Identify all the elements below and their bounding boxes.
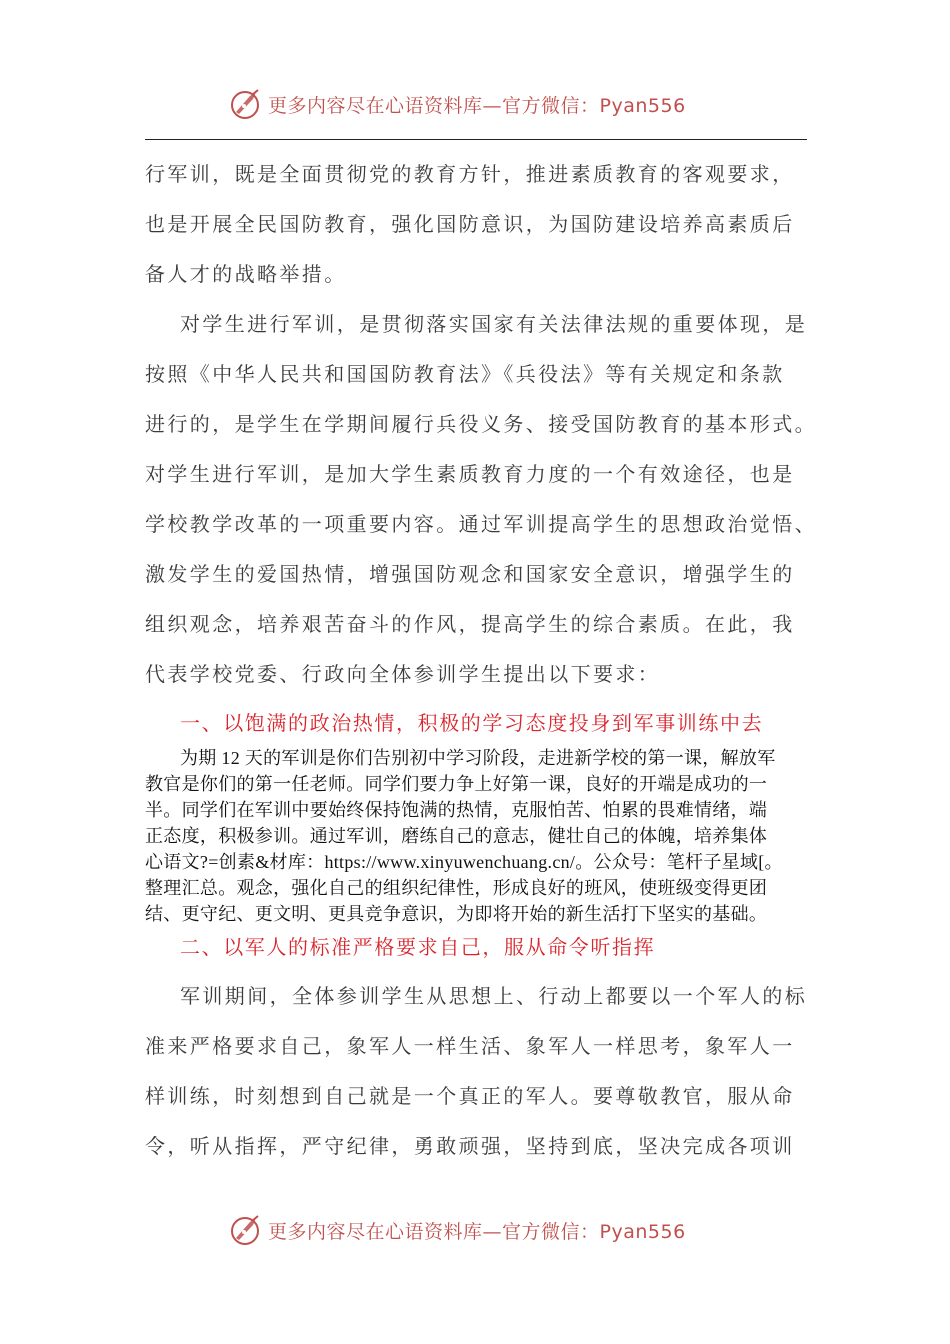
header-dash: —	[482, 94, 503, 117]
para2-line: 组织观念，培养艰苦奋斗的作风，提高学生的综合素质。在此，我	[145, 612, 795, 636]
para2-line: 按照《中华人民共和国国防教育法》《兵役法》等有关规定和条款	[145, 362, 785, 386]
pen-nib-circle-icon	[228, 1212, 264, 1248]
para1-line: 行军训，既是全面贯彻党的教育方针，推进素质教育的客观要求，	[145, 162, 795, 186]
para2-line: 代表学校党委、行政向全体参训学生提出以下要求：	[145, 662, 661, 686]
para4-line: 令，听从指挥，严守纪律，勇敢顽强，坚持到底，坚决完成各项训	[145, 1134, 795, 1158]
footer-dash: —	[482, 1220, 503, 1243]
section-heading-2: 二、以军人的标准严格要求自己，服从命令听指挥	[180, 935, 656, 959]
footer-brand	[268, 1217, 686, 1244]
footer-wechat-label: 官方微信：	[502, 1220, 600, 1243]
para3-line: 结、更守纪、更文明、更具竞争意识，为即将开始的新生活打下坚实的基础。	[145, 904, 768, 924]
para3-line: 正态度，积极参训。通过军训，磨练自己的意志，健壮自己的体魄，培养集体	[145, 826, 768, 846]
para4-line: 样训练，时刻想到自己就是一个真正的军人。要尊敬教官，服从命	[145, 1084, 795, 1108]
para2-line: 激发学生的爱国热情，增强国防观念和国家安全意识，增强学生的	[145, 562, 795, 586]
footer-wechat-id: Pyan556	[599, 1220, 686, 1243]
para3-line: 整理汇总。观念，强化自己的组织纪律性，形成良好的班风，使班级变得更团	[145, 878, 768, 898]
para3-line: 半。同学们在军训中要始终保持饱满的热情，克服怕苦、怕累的畏难情绪，端	[145, 800, 768, 820]
pen-nib-circle-icon	[228, 86, 264, 122]
header-brand	[268, 91, 686, 118]
para3-line: 为期 12 天的军训是你们告别初中学习阶段，走进新学校的第一课，解放军	[180, 748, 776, 768]
footer-brand-text: 更多内容尽在心语资料库	[268, 1220, 483, 1243]
header-banner	[0, 84, 950, 124]
header-brand-text: 更多内容尽在心语资料库	[268, 94, 483, 117]
section-heading-1: 一、以饱满的政治热情，积极的学习态度投身到军事训练中去	[180, 711, 764, 735]
para2-line: 对学生进行军训，是加大学生素质教育力度的一个有效途径，也是	[145, 462, 795, 486]
header-wechat-id: Pyan556	[599, 94, 686, 117]
para2-line: 学校教学改革的一项重要内容。通过军训提高学生的思想政治觉悟、	[145, 512, 817, 536]
para1-line: 也是开展全民国防教育，强化国防意识，为国防建设培养高素质后	[145, 212, 795, 236]
para1-line: 备人才的战略举措。	[145, 262, 347, 286]
para3-line: 心语文?=创素&材库：https://www.xinyuwenchuang.cn/。公众号：笔杆子星域[。	[145, 852, 783, 872]
header-divider	[145, 139, 807, 140]
para4-line: 军训期间，全体参训学生从思想上、行动上都要以一个军人的标	[180, 984, 808, 1008]
footer-banner	[0, 1210, 950, 1250]
para4-line: 准来严格要求自己，象军人一样生活、象军人一样思考，象军人一	[145, 1034, 795, 1058]
para3-line: 教官是你们的第一任老师。同学们要力争上好第一课，良好的开端是成功的一	[145, 774, 768, 794]
header-wechat-label: 官方微信：	[502, 94, 600, 117]
para2-line: 进行的，是学生在学期间履行兵役义务、接受国防教育的基本形式。	[145, 412, 817, 436]
para2-line: 对学生进行军训，是贯彻落实国家有关法律法规的重要体现，是	[180, 312, 808, 336]
